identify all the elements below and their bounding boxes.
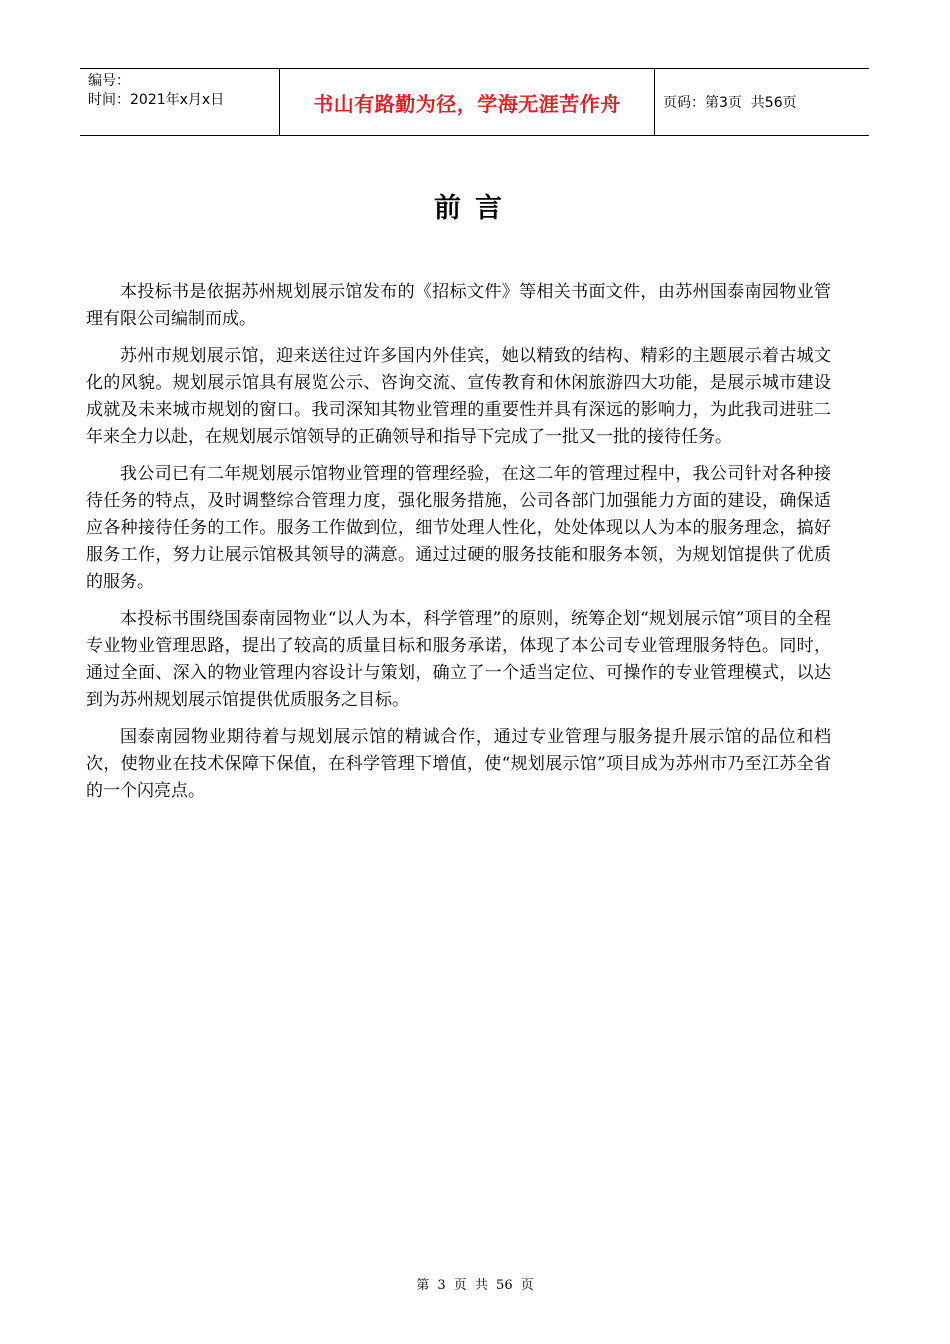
header-page-code (655, 69, 869, 135)
paragraph: 我公司已有二年规划展示馆物业管理的管理经验，在这二年的管理过程中，我公司针对各种接待任务的特点，及时调整综合管理力度，强化服务措施，公司各部门加强能力方面的建设，确保适应各种接待任务的工作。服务工作做到位，细节处理人性化，处处体现以人为本的服务理念，搞好服务工作，努力让展示馆极其领导的满意。通过过硬的服务技能和服务本领，为规划馆提供了优质的服务。 (86, 464, 831, 592)
document-header (80, 68, 869, 136)
page-code-text: 页码：第3页 共56页 (663, 95, 797, 111)
paragraph: 本投标书围绕国泰南园物业“以人为本，科学管理”的原则，统筹企划“规划展示馆”项目的全程专业物业管理思路，提出了较高的质量目标和服务承诺，体现了本公司专业管理服务特色。同时，通过全面、深入的物业管理内容设计与策划，确立了一个适当定位、可操作的专业管理模式，以达到为苏州规划展示馆提供优质服务之目标。 (86, 609, 831, 710)
paragraph: 本投标书是依据苏州规划展示馆发布的《招标文件》等相关书面文件，由苏州国泰南园物业管理有限公司编制而成。 (86, 282, 831, 329)
page-title: 前言 (434, 193, 516, 224)
header-motto: 书山有路勤为径，学海无涯苦作舟 (280, 69, 655, 135)
paragraph: 苏州市规划展示馆，迎来送往过许多国内外佳宾，她以精致的结构、精彩的主题展示着古城文化的风貌。规划展示馆具有展览公示、咨询交流、宣传教育和休闲旅游四大功能，是展示城市建设成就及未来城市规划的窗口。我司深知其物业管理的重要性并具有深远的影响力，为此我司进驻二年来全力以赴，在规划展示馆领导的正确领导和指导下完成了一批又一批的接待任务。 (86, 346, 831, 447)
document-number-label: 编号： (88, 73, 130, 89)
document-body (86, 279, 831, 815)
document-date: 时间：2021年x月x日 (88, 92, 225, 108)
paragraph: 国泰南园物业期待着与规划展示馆的精诚合作，通过专业管理与服务提升展示馆的品位和档次，使物业在技术保障下保值，在科学管理下增值，使“规划展示馆”项目成为苏州市乃至江苏全省的一个闪亮点。 (86, 727, 831, 801)
page-footer: 第 3 页 共 56 页 (416, 1278, 534, 1293)
header-meta (80, 69, 280, 135)
